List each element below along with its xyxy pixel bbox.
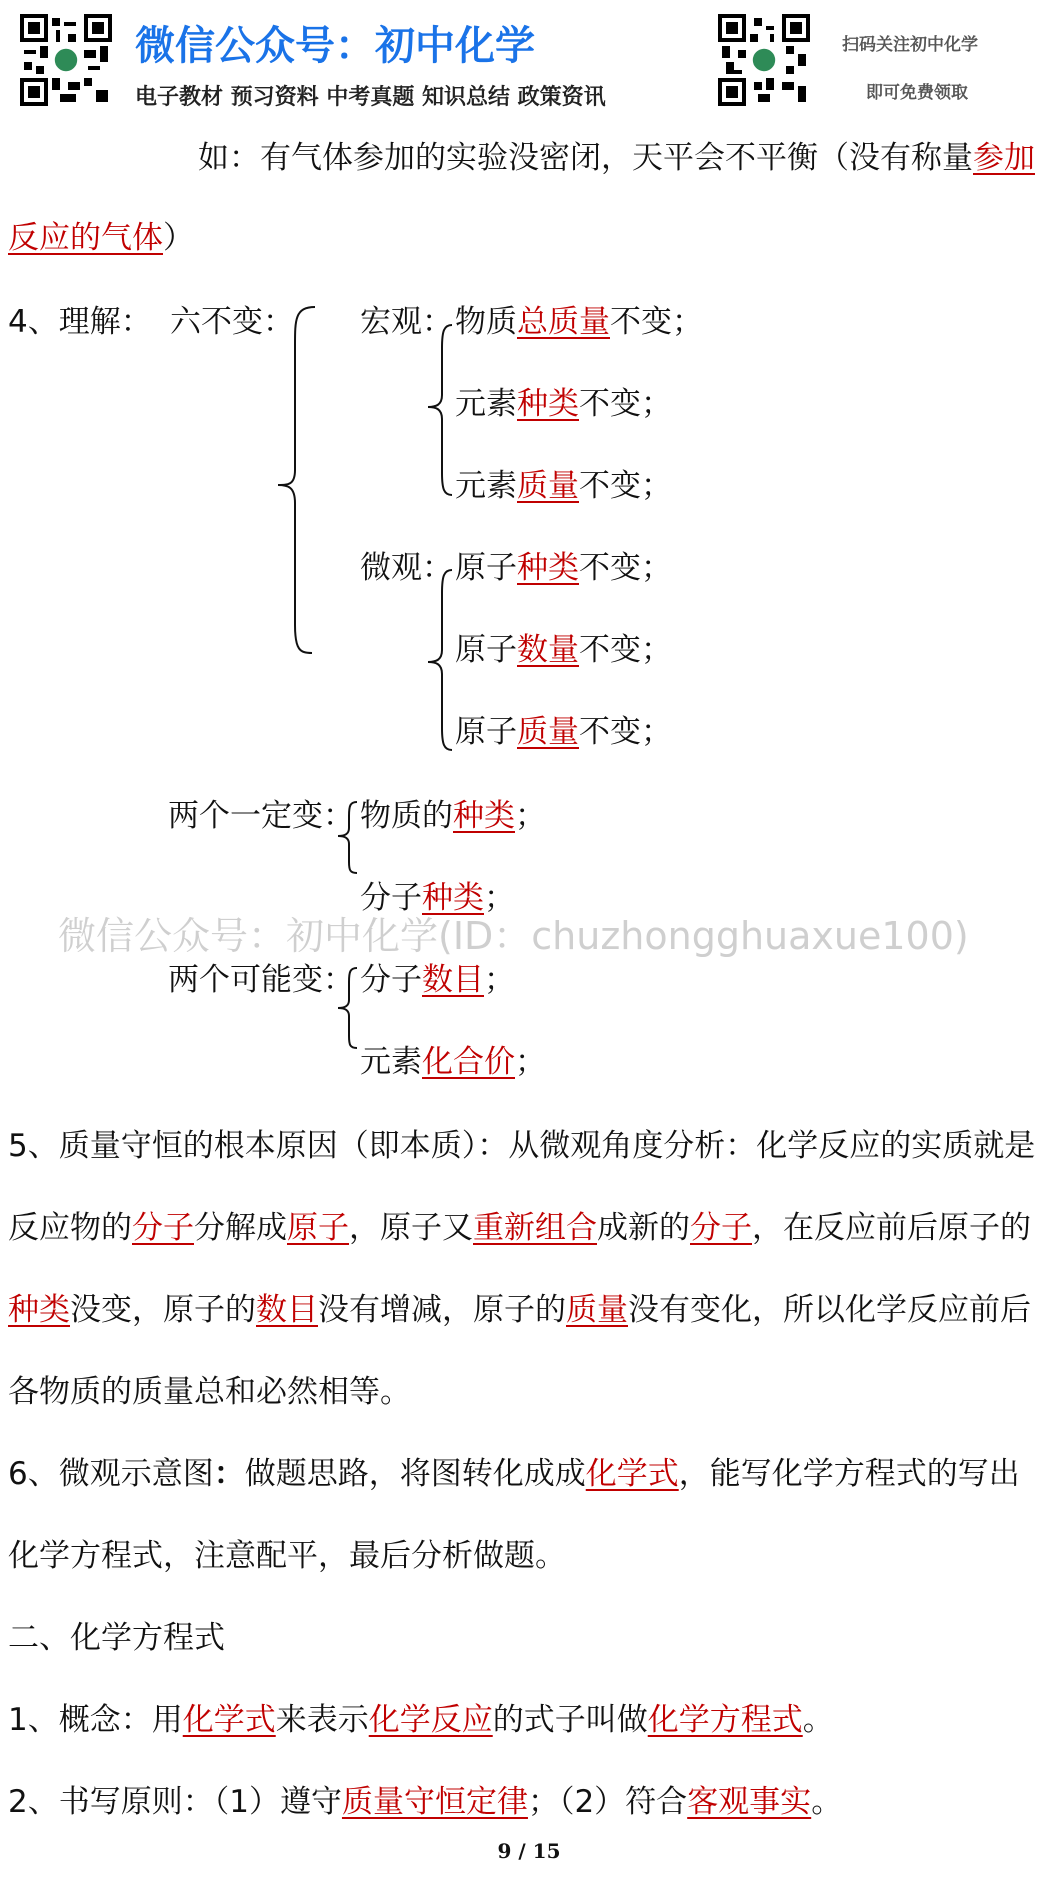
header-subtitle: 电子教材 预习资料 中考真题 知识总结 政策资讯 <box>135 85 606 110</box>
intro-example-line1: 如：有气体参加的实验没密闭，天平会不平衡（没有称量参加 <box>198 140 1035 176</box>
intro-example-line2: 反应的气体） <box>8 220 194 256</box>
two-change-item-2: 分子种类； <box>360 880 515 916</box>
s5-line1: 5、质量守恒的根本原因（即本质）：从微观角度分析：化学反应的实质就是 <box>8 1128 1036 1164</box>
two-maybe-brace <box>335 966 359 1050</box>
micro-label: 微观： <box>360 550 453 586</box>
micro-item-2: 原子数量不变； <box>455 632 672 668</box>
two-maybe-item-2: 元素化合价； <box>360 1044 546 1080</box>
two-change-brace <box>335 800 359 875</box>
two-change-label: 两个一定变： <box>168 798 354 834</box>
watermark: 微信公众号：初中化学(ID：chuzhongghuaxue100) <box>58 914 969 958</box>
macro-item-1: 物质总质量不变； <box>455 304 703 340</box>
s5-line4: 各物质的质量总和必然相等。 <box>8 1374 411 1410</box>
scan-text-1: 扫码关注初中化学 <box>842 35 978 55</box>
s4-label: 4、理解： <box>8 304 152 340</box>
micro-brace <box>424 568 454 753</box>
s6-line1: 6、微观示意图：做题思路，将图转化成成化学式，能写化学方程式的写出 <box>8 1456 1020 1492</box>
s4-six-unchanged: 六不变： <box>170 304 294 340</box>
page-number: 9 / 15 <box>497 1839 561 1863</box>
macro-label: 宏观： <box>360 304 453 340</box>
qr-code-right <box>718 14 810 106</box>
s5-line2: 反应物的分子分解成原子，原子又重新组合成新的分子，在反应前后原子的 <box>8 1210 1031 1246</box>
micro-item-3: 原子质量不变； <box>455 714 672 750</box>
two-maybe-label: 两个可能变： <box>168 962 354 998</box>
big-brace <box>270 305 320 655</box>
s6-line2: 化学方程式，注意配平，最后分析做题。 <box>8 1538 566 1574</box>
header-title: 微信公众号：初中化学 <box>135 23 535 69</box>
macro-item-2: 元素种类不变； <box>455 386 672 422</box>
qr-code-left <box>20 14 112 106</box>
s5-line3: 种类没变，原子的数目没有增减，原子的质量没有变化，所以化学反应前后 <box>8 1292 1031 1328</box>
scan-text-2: 即可免费领取 <box>866 83 968 103</box>
two-maybe-item-1: 分子数目； <box>360 962 515 998</box>
two-change-item-1: 物质的种类； <box>360 798 546 834</box>
principle-line: 2、书写原则：（1）遵守质量守恒定律；（2）符合客观事实。 <box>8 1784 843 1820</box>
section2-heading: 二、化学方程式 <box>8 1620 225 1656</box>
micro-item-1: 原子种类不变； <box>455 550 672 586</box>
macro-brace <box>424 323 454 498</box>
macro-item-3: 元素质量不变； <box>455 468 672 504</box>
concept-line: 1、概念：用化学式来表示化学反应的式子叫做化学方程式。 <box>8 1702 834 1738</box>
